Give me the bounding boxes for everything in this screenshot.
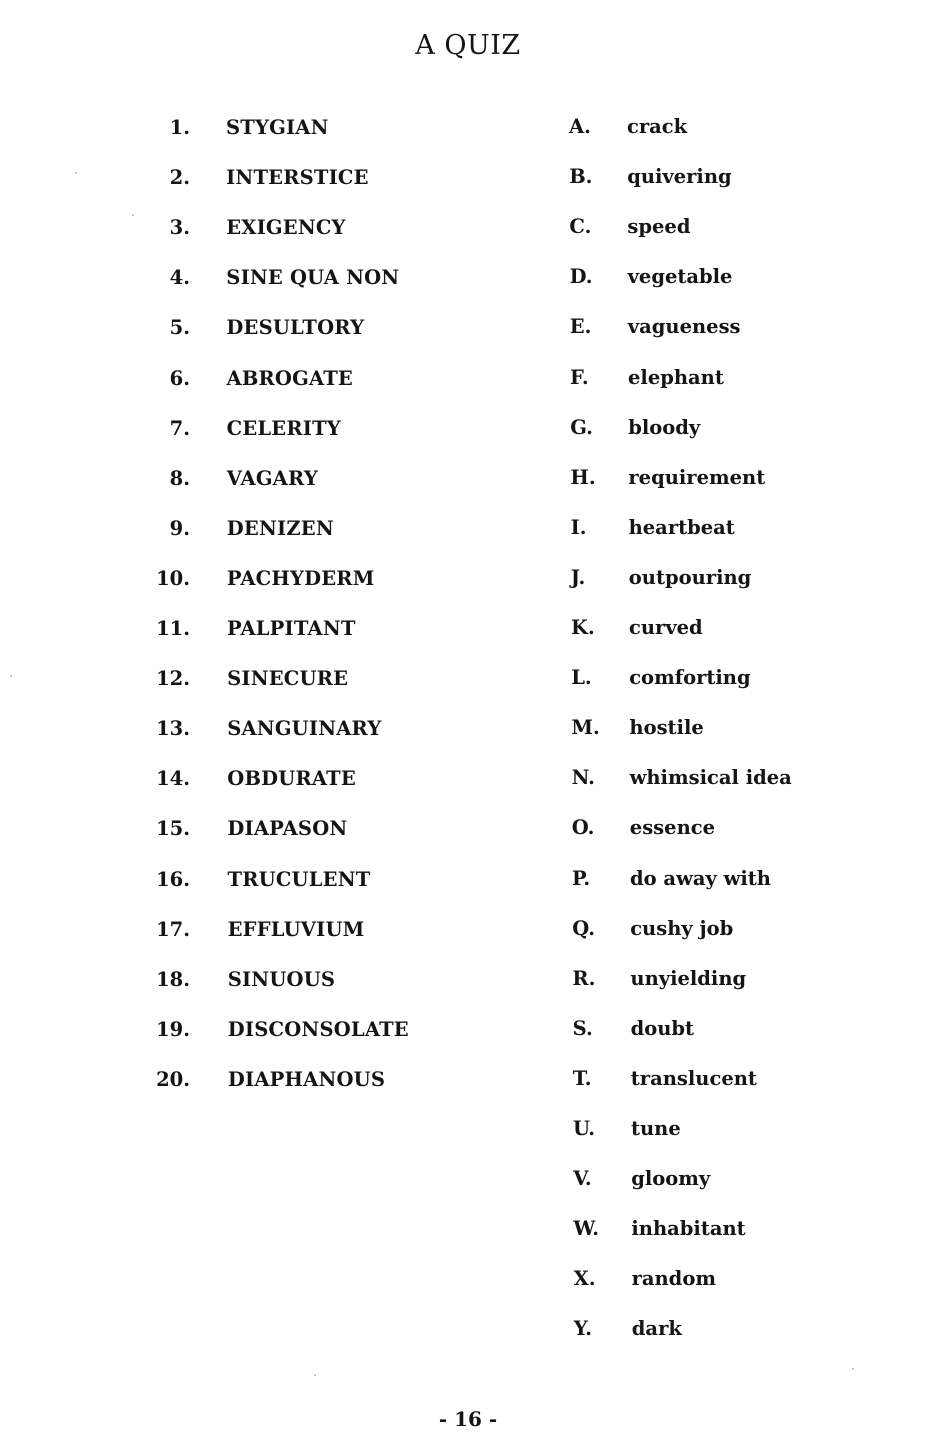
definition-row bbox=[571, 663, 891, 693]
term-word: DIAPHANOUS bbox=[227, 1067, 386, 1091]
scan-speck bbox=[314, 1374, 316, 1376]
definition-row bbox=[571, 563, 891, 593]
term-word: EXIGENCY bbox=[226, 216, 346, 240]
definition-letter: Y. bbox=[573, 1317, 592, 1341]
definition-letter: J. bbox=[570, 565, 586, 589]
definition-letter: G. bbox=[570, 415, 593, 439]
term-row bbox=[0, 263, 520, 293]
scan-speck bbox=[852, 1368, 854, 1370]
term-number: 17. bbox=[156, 917, 190, 941]
definition-meaning: vagueness bbox=[627, 315, 741, 339]
definition-letter: E. bbox=[569, 315, 592, 339]
term-word: SINECURE bbox=[227, 667, 349, 691]
definition-letter: N. bbox=[571, 766, 595, 790]
definition-meaning: tune bbox=[631, 1117, 681, 1140]
term-word: DESULTORY bbox=[226, 316, 365, 340]
page-number: - 16 - bbox=[438, 1407, 498, 1431]
term-number: 19. bbox=[156, 1017, 190, 1041]
definition-meaning: quivering bbox=[627, 165, 732, 189]
definition-meaning: do away with bbox=[630, 866, 771, 890]
definition-meaning: vegetable bbox=[627, 265, 733, 289]
definition-meaning: speed bbox=[627, 215, 691, 239]
definition-letter: A. bbox=[569, 115, 591, 138]
definition-row bbox=[570, 312, 890, 342]
definition-letter: H. bbox=[570, 465, 596, 489]
definition-row bbox=[569, 112, 889, 142]
term-word: CELERITY bbox=[226, 416, 341, 440]
definition-letter: V. bbox=[573, 1167, 592, 1191]
term-word: VAGARY bbox=[226, 466, 318, 490]
term-row bbox=[0, 915, 520, 945]
definition-row bbox=[572, 914, 892, 944]
definition-letter: D. bbox=[569, 265, 593, 289]
definition-letter: X. bbox=[573, 1267, 596, 1291]
page-title: A QUIZ bbox=[415, 30, 521, 61]
term-number: 2. bbox=[169, 166, 190, 190]
definition-letter: R. bbox=[572, 966, 596, 990]
definition-meaning: elephant bbox=[628, 365, 724, 389]
term-row bbox=[0, 714, 520, 744]
definition-meaning: requirement bbox=[628, 465, 766, 489]
term-number: 16. bbox=[156, 867, 190, 891]
term-row bbox=[0, 1065, 520, 1095]
term-number: 20. bbox=[156, 1067, 190, 1091]
definition-meaning: outpouring bbox=[628, 565, 752, 589]
term-row bbox=[0, 313, 520, 343]
term-word: ABROGATE bbox=[226, 366, 353, 390]
term-row bbox=[0, 514, 520, 544]
term-row bbox=[0, 113, 520, 143]
term-word: DIAPASON bbox=[227, 817, 348, 841]
scan-speck bbox=[132, 214, 134, 216]
definition-row bbox=[570, 463, 890, 493]
definition-meaning: dark bbox=[631, 1317, 682, 1341]
definition-letter: K. bbox=[571, 616, 595, 639]
term-row bbox=[0, 213, 520, 243]
term-number: 1. bbox=[169, 116, 190, 139]
definition-row bbox=[574, 1264, 894, 1294]
term-number: 8. bbox=[169, 466, 190, 490]
term-number: 13. bbox=[156, 717, 190, 741]
term-word: EFFLUVIUM bbox=[227, 917, 365, 941]
term-number: 6. bbox=[169, 366, 190, 390]
definition-letter: W. bbox=[573, 1217, 600, 1241]
definition-row bbox=[573, 1214, 893, 1244]
definition-letter: L. bbox=[571, 666, 592, 690]
term-number: 12. bbox=[156, 667, 190, 691]
definition-meaning: gloomy bbox=[631, 1167, 711, 1191]
term-row bbox=[0, 814, 520, 844]
definition-row bbox=[573, 1014, 893, 1044]
term-row bbox=[0, 965, 520, 995]
definition-row bbox=[571, 513, 891, 543]
definition-row bbox=[571, 713, 891, 743]
definition-row bbox=[572, 763, 892, 793]
term-row bbox=[0, 1015, 520, 1045]
term-number: 10. bbox=[156, 566, 190, 590]
definition-letter: O. bbox=[571, 816, 595, 840]
term-number: 3. bbox=[169, 216, 190, 240]
term-word: PACHYDERM bbox=[226, 566, 375, 590]
term-row bbox=[0, 364, 520, 394]
definition-meaning: essence bbox=[629, 816, 716, 840]
definition-meaning: random bbox=[631, 1267, 716, 1291]
definition-letter: I. bbox=[570, 515, 587, 539]
definition-letter: Q. bbox=[572, 916, 595, 940]
term-word: SINE QUA NON bbox=[226, 266, 400, 290]
definition-letter: U. bbox=[573, 1117, 596, 1140]
term-row bbox=[0, 764, 520, 794]
definition-row bbox=[572, 964, 892, 994]
term-number: 18. bbox=[156, 967, 190, 991]
term-row bbox=[0, 163, 520, 193]
definition-meaning: unyielding bbox=[630, 966, 747, 990]
term-row bbox=[0, 564, 520, 594]
definition-row bbox=[572, 813, 892, 843]
definition-row bbox=[570, 262, 890, 292]
definition-row bbox=[572, 864, 892, 894]
definition-meaning: cushy job bbox=[630, 916, 734, 940]
definition-letter: S. bbox=[572, 1016, 593, 1040]
definition-row bbox=[571, 613, 891, 643]
term-row bbox=[0, 865, 520, 895]
definition-row bbox=[569, 162, 889, 192]
definition-letter: B. bbox=[569, 165, 593, 189]
definition-meaning: comforting bbox=[629, 666, 751, 690]
term-number: 15. bbox=[156, 817, 190, 841]
term-number: 9. bbox=[169, 516, 190, 540]
definition-meaning: hostile bbox=[629, 716, 704, 740]
definition-row bbox=[569, 212, 889, 242]
definition-meaning: bloody bbox=[628, 415, 701, 439]
definition-letter: M. bbox=[571, 716, 600, 740]
term-word: DISCONSOLATE bbox=[227, 1017, 409, 1041]
definition-meaning: crack bbox=[627, 115, 688, 138]
definition-row bbox=[574, 1314, 894, 1344]
definition-meaning: whimsical idea bbox=[629, 766, 792, 790]
scan-speck bbox=[75, 172, 77, 174]
term-word: SANGUINARY bbox=[227, 717, 382, 741]
term-number: 14. bbox=[156, 767, 190, 791]
term-word: SINUOUS bbox=[227, 967, 336, 991]
term-word: OBDURATE bbox=[227, 767, 356, 791]
definition-meaning: curved bbox=[629, 616, 703, 639]
term-row bbox=[0, 414, 520, 444]
definition-meaning: inhabitant bbox=[631, 1217, 746, 1241]
term-word: PALPITANT bbox=[227, 617, 356, 640]
definition-meaning: translucent bbox=[630, 1066, 757, 1090]
definition-row bbox=[570, 363, 890, 393]
term-number: 5. bbox=[169, 316, 190, 340]
definition-meaning: heartbeat bbox=[628, 515, 735, 539]
definition-letter: F. bbox=[570, 365, 589, 389]
definition-row bbox=[573, 1064, 893, 1094]
definition-row bbox=[570, 413, 890, 443]
definition-letter: P. bbox=[572, 866, 591, 890]
term-number: 7. bbox=[169, 416, 190, 440]
definition-letter: T. bbox=[572, 1066, 592, 1090]
term-row bbox=[0, 464, 520, 494]
term-row bbox=[0, 614, 520, 644]
scan-speck bbox=[10, 675, 12, 677]
term-word: INTERSTICE bbox=[226, 166, 369, 190]
term-number: 4. bbox=[169, 266, 190, 290]
definition-row bbox=[573, 1164, 893, 1194]
term-row bbox=[0, 664, 520, 694]
term-word: TRUCULENT bbox=[227, 867, 371, 891]
term-number: 11. bbox=[156, 617, 190, 640]
definition-meaning: doubt bbox=[630, 1016, 695, 1040]
definition-letter: C. bbox=[569, 215, 592, 239]
term-word: STYGIAN bbox=[226, 116, 329, 139]
definition-row bbox=[573, 1114, 893, 1144]
term-word: DENIZEN bbox=[226, 516, 334, 540]
